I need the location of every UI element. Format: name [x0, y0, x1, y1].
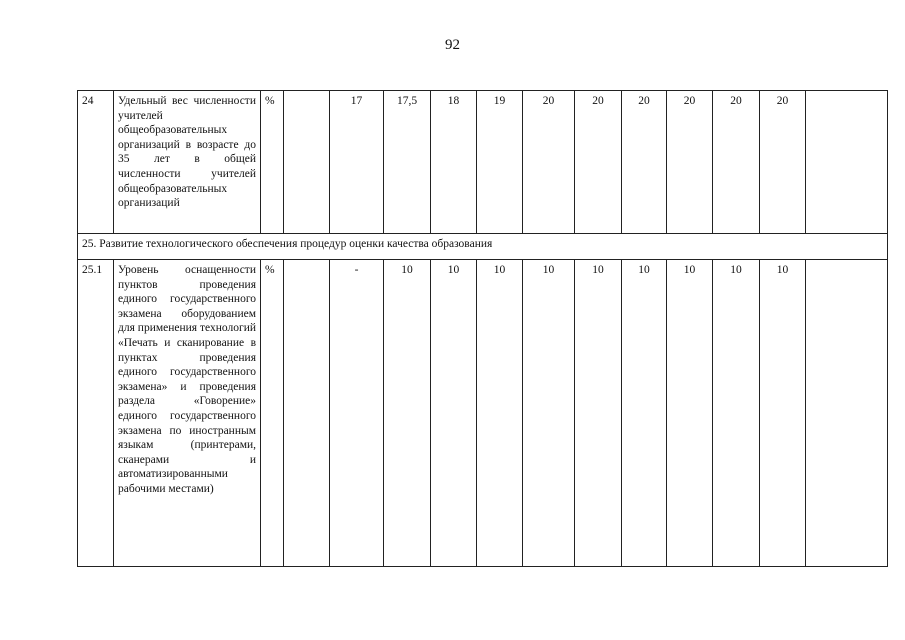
indicators-table: [77, 90, 888, 567]
value-cell: 10: [667, 260, 713, 567]
value-cell: 17,5: [384, 91, 431, 234]
value-cell: 20: [622, 91, 667, 234]
value-cell: 20: [523, 91, 575, 234]
value-cell: 10: [760, 260, 806, 567]
value-cell: 20: [760, 91, 806, 234]
value-cell: 10: [523, 260, 575, 567]
value-cell: 20: [713, 91, 760, 234]
value-cell: 17: [330, 91, 384, 234]
unit-cell: %: [261, 260, 284, 567]
table-row: [78, 91, 888, 234]
value-cell: [806, 91, 888, 234]
value-cell: 10: [431, 260, 477, 567]
value-cell: [284, 260, 330, 567]
row-number: 25.1: [78, 260, 114, 567]
value-cell: 10: [477, 260, 523, 567]
page-number: 92: [445, 37, 460, 53]
unit-cell: %: [261, 91, 284, 234]
section-row: [78, 234, 888, 260]
value-cell: 18: [431, 91, 477, 234]
row-number: 24: [78, 91, 114, 234]
value-cell: 10: [713, 260, 760, 567]
section-title: 25. Развитие технологического обеспечения процедур оценки качества образования: [78, 234, 888, 260]
value-cell: 10: [384, 260, 431, 567]
indicator-description: Уровень оснащенности пунктов проведения единого государственного экзамена оборудованием для применения технологий «Печать и сканирование в пунктах проведения единого государственного экзамена» и проведения раздела «Говорение» единого государственного экзамена по иностранным языкам (принтерами, сканерами и автоматизированными рабочими местами): [114, 260, 261, 567]
value-cell: 10: [622, 260, 667, 567]
indicator-description: Удельный вес численности учителей общеобразовательных организаций в возрасте до 35 лет в общей численности учителей общеобразовательных организаций: [114, 91, 261, 234]
value-cell: 20: [575, 91, 622, 234]
value-cell: 19: [477, 91, 523, 234]
value-cell: [806, 260, 888, 567]
value-cell: 20: [667, 91, 713, 234]
value-cell: [284, 91, 330, 234]
value-cell: 10: [575, 260, 622, 567]
table-row: [78, 260, 888, 567]
value-cell: -: [330, 260, 384, 567]
